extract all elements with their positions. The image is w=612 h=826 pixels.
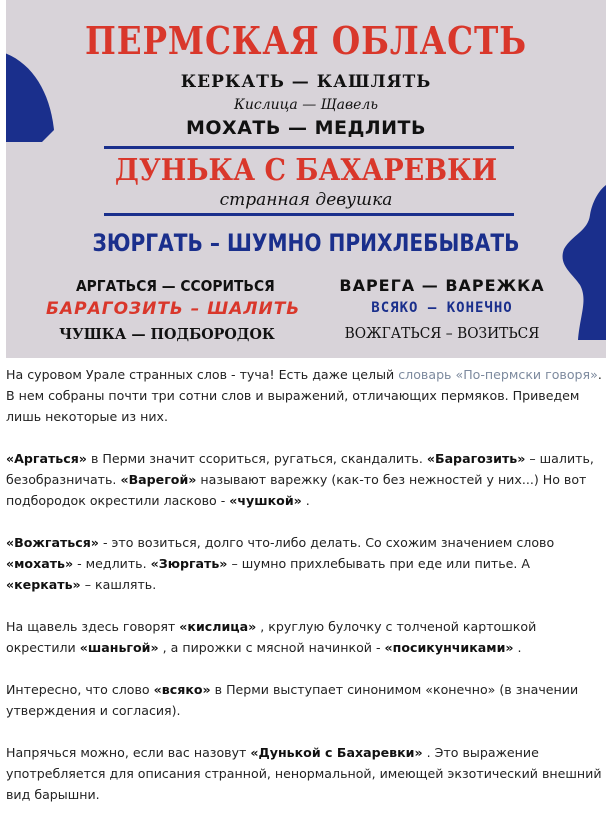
poster-word-argatsya: АРГАТЬСЯ — ССОРИТЬСЯ bbox=[76, 277, 275, 295]
poster-word-vsyako: ВСЯКО — КОНЕЧНО bbox=[371, 300, 513, 316]
poster-image bbox=[6, 0, 606, 358]
poster-word-vozhgatsya: ВОЖГАТЬСЯ – ВОЗИТЬСЯ bbox=[344, 324, 540, 342]
poster-word-varega: ВАРЕГА — ВАРЕЖКА bbox=[339, 276, 545, 295]
poster-line-kislitsa: Кислица — Щавель bbox=[234, 97, 378, 113]
poster-divider-top bbox=[104, 146, 514, 149]
poster-title: ПЕРМСКАЯ ОБЛАСТЬ bbox=[84, 18, 528, 63]
article-body bbox=[6, 364, 606, 826]
paragraph-intro: На суровом Урале странных слов - туча! Есть даже целый словарь «По-пермски говоря». В нем собраны почти три сотни слов и выражений, отличающих пермяков. Приведем лишь некоторые из них. bbox=[6, 367, 602, 424]
poster-line-kerkat: КЕРКАТЬ — КАШЛЯТЬ bbox=[180, 72, 432, 92]
poster-divider-bottom bbox=[104, 213, 514, 216]
paragraph-vsyako: Интересно, что слово «всяко» в Перми выступает синонимом «конечно» (в значении утверждения и согласия). bbox=[6, 682, 579, 718]
paragraph-kislitsa: На щавель здесь говорят «кислица» , круглую булочку с толченой картошкой окрестили «шаньгой» , а пирожки с мясной начинкой - «посикунчиками» . bbox=[6, 619, 537, 655]
paragraph-vozhgatsya: «Вожгаться» - это возиться, долго что-либо делать. Со схожим значением слово «мохать» - медлить. «Зюргать» – шумно прихлебывать при еде или питье. А «керкать» – кашлять. bbox=[6, 535, 555, 592]
poster-line-mokhat: МОХАТЬ — МЕДЛИТЬ bbox=[185, 117, 427, 139]
paragraph-dunka: Напрячься можно, если вас назовут «Дунькой с Бахаревки» . Это выражение употребляется для описания странной, ненормальной, имеющей экзотический внешний вид барышни. bbox=[6, 745, 602, 802]
poster-word-chushka: ЧУШКА — ПОДБОРОДОК bbox=[59, 325, 275, 343]
poster-word-baragozit: БАРАГОЗИТЬ – ШАЛИТЬ bbox=[46, 299, 301, 319]
poster-phrase: ДУНЬКА С БАХАРЕВКИ bbox=[114, 153, 498, 188]
dictionary-link[interactable]: словарь «По-пермски говоря» bbox=[398, 367, 598, 382]
paragraph-argatsya: «Аргаться» в Перми значит ссориться, ругаться, скандалить. «Барагозить» – шалить, безобразничать. «Варегой» называют варежку (как-то без нежностей у них...) Но вот подбородок окрестили ласково - «чушкой» . bbox=[6, 451, 594, 508]
poster-line-zyurgat: ЗЮРГАТЬ – ШУМНО ПРИХЛЕБЫВАТЬ bbox=[92, 229, 520, 257]
poster-phrase-meaning: странная девушка bbox=[219, 190, 393, 210]
